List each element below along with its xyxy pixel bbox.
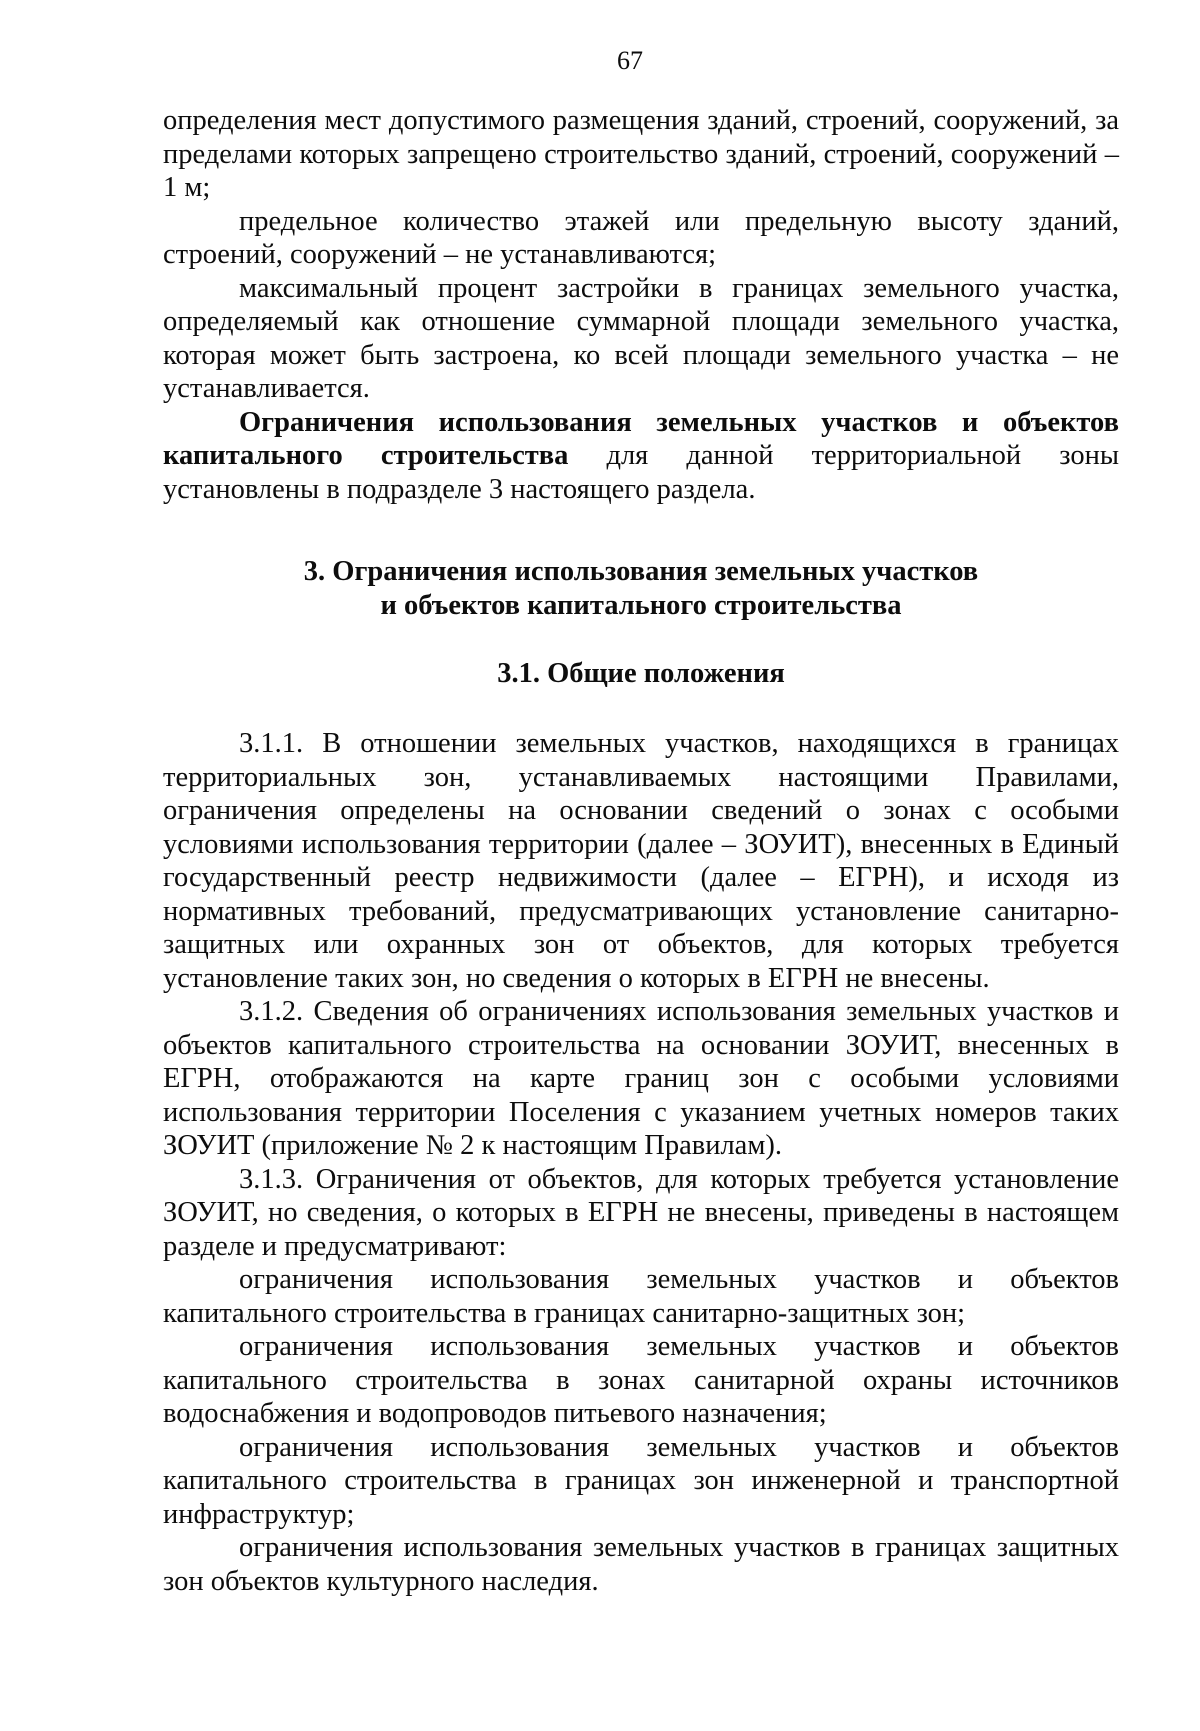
section-title-line-2: и объектов капитального строительства <box>380 589 902 621</box>
intro-paragraph-1: определения мест допустимого размещения зданий, строений, сооружений, за пределами которых запрещено строительство зданий, строений, сооружений – 1 м; <box>163 105 1119 203</box>
section-title-line-1: 3. Ограничения использования земельных участков <box>303 556 979 587</box>
intro-paragraph-4-rest: для данной территориальной зоны установлены в подразделе 3 настоящего раздела. <box>163 440 1119 505</box>
subsection-title: 3.1. Общие положения <box>497 658 785 689</box>
section-heading <box>163 555 1119 622</box>
list-item: ограничения использования земельных участков и объектов капитального строительства в зонах санитарной охраны источников водоснабжения и водопроводов питьевого назначения; <box>163 1331 1119 1429</box>
paragraph-3-1-1: 3.1.1. В отношении земельных участков, находящихся в границах территориальных зон, устанавливаемых настоящими Правилами, ограничения определены на основании сведений о зонах с особыми условиями использования территории (далее – ЗОУИТ), внесенных в Единый государственный реестр недвижимости (далее – ЕГРН), и исходя из нормативных требований, предусматривающих установление санитарно-защитных или охранных зон от объектов, для которых требуется установление таких зон, но сведения о которых в ЕГРН не внесены. <box>163 728 1119 994</box>
intro-block <box>163 104 1119 506</box>
page-number: 67 <box>617 46 643 75</box>
body-block <box>163 727 1119 1598</box>
paragraph-3-1-2: 3.1.2. Сведения об ограничениях использования земельных участков и объектов капитального строительства на основании ЗОУИТ, внесенных в ЕГРН, отображаются на карте границ зон с особыми условиями использования территории Поселения с указанием учетных номеров таких ЗОУИТ (приложение № 2 к настоящим Правилам). <box>163 996 1119 1161</box>
list-item: ограничения использования земельных участков и объектов капитального строительства в границах санитарно-защитных зон; <box>163 1264 1119 1329</box>
paragraph-3-1-3: 3.1.3. Ограничения от объектов, для которых требуется установление ЗОУИТ, но сведения, о которых в ЕГРН не внесены, приведены в настоящем разделе и предусматривают: <box>163 1163 1119 1262</box>
intro-paragraph-3: максимальный процент застройки в границах земельного участка, определяемый как отношение суммарной площади земельного участка, которая может быть застроена, ко всей площади земельного участка – не устанавливается. <box>163 272 1119 404</box>
intro-paragraph-4 <box>163 406 1119 507</box>
list-item: ограничения использования земельных участков в границах защитных зон объектов культурного наследия. <box>163 1532 1119 1597</box>
subsection-heading <box>163 657 1119 691</box>
intro-paragraph-4-bold: Ограничения использования земельных участков и объектов капитального строительства <box>163 406 1119 471</box>
list-item: ограничения использования земельных участков и объектов капитального строительства в границах зон инженерной и транспортной инфраструктур; <box>163 1431 1119 1530</box>
intro-paragraph-2: предельное количество этажей или предельную высоту зданий, строений, сооружений – не устанавливаются; <box>163 205 1119 270</box>
